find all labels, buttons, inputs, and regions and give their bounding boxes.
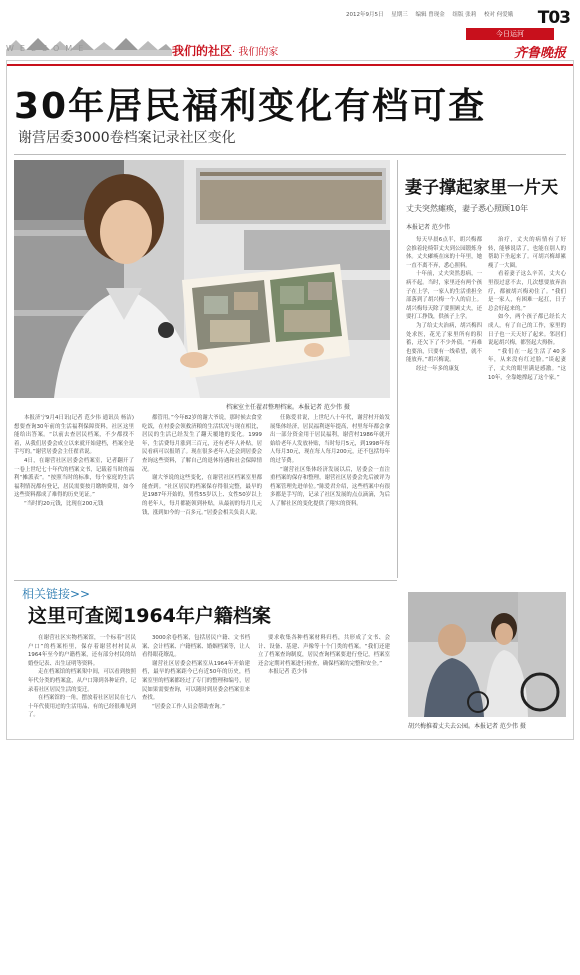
- vertical-divider: [397, 160, 398, 578]
- paragraph: 4日，在谢营社区居委会档案室，记者翻开了一卷上世纪七十年代的档案文书，记载着当时的福利“摊派表”。“按照当时的标准，每个家庭的生活福利情况都有登记，居民需要按月缴纳费用，如今这些资料都成了难得的历史见证。”: [14, 457, 134, 499]
- photo-caption: 档案室主任翟君整理档案。本报记者 范少伟 摄: [226, 404, 350, 411]
- welcome-banner: [6, 34, 172, 58]
- paragraph: “谢营社区集体经济发展以后，居委会一直注重档案的保存和整理，谢营社区居委会先后被评为档案管理先进单位。”陈爱君介绍，这些档案中有很多都是手写的，记录了社区发展的点点滴滴，为后人了解社区的变化提供了翔实的资料。: [270, 466, 390, 507]
- article-column-3: [270, 414, 390, 580]
- paragraph: 为了给丈夫治病，胡兴梅四处求医，花光了家里所有的积蓄，还欠下了不少外债。“再难也要治，只要有一线希望，就不能放弃。”胡兴梅说。: [406, 322, 482, 364]
- paragraph: 任陈爱君说，上世纪八十年代，谢营村开始发展集体经济，居民福利逐年提高，村里每年都会拿出一部分资金用于居民福利，谢营村1986年就开始给老年人发放补贴，当时每月5元，到1998年每人每月30元，现在每人每月200元，还不包括每年的过节费。: [270, 415, 390, 464]
- paragraph: “当时的20元钱，比现在200元钱: [24, 500, 104, 507]
- side-column-1: [406, 236, 482, 582]
- archive-photo-image: [14, 160, 390, 398]
- paragraph: 在档案馆的一角，摆放着社区居民在七八十年代使用过的生活用品，有的已经很难见到了。: [28, 695, 136, 719]
- issue-meta: [346, 10, 519, 18]
- archive-photo: [14, 160, 390, 398]
- related-link-label: 相关链接>>: [22, 587, 91, 601]
- side-story-subtitle: 丈夫突然瘫痪，妻子悉心照顾10年: [406, 204, 529, 213]
- section-title: [172, 40, 478, 58]
- paragraph: 如今，两个孩子都已经长大成人，有了自己的工作，家里的日子也一天天好了起来。邻居们说起胡兴梅，都竖起大拇指。: [488, 314, 566, 347]
- paragraph: 走在档案馆的档案架中间，可以看到按照年代分类的档案盒，从户口簿到各种证件，记录着社区居民生活的变迁。: [28, 669, 136, 693]
- paragraph: 在谢营社区实物档案馆，一个标着“居民户口”的档案柜里，保存着谢营村村民从1964年至今的户籍档案，还有部分村民的结婚登记表、出生证明等资料。: [28, 635, 136, 667]
- proofreader: 校对 何爱娥: [484, 12, 514, 18]
- page-number: T03: [537, 8, 570, 28]
- link-column-3: [258, 634, 390, 734]
- paragraph: 3000余卷档案，包括居民户籍、文书档案、会计档案、户籍档案、婚姻档案等，让人看得眼花缭乱。: [142, 635, 250, 659]
- main-headline: 30年居民福利变化有档可查: [14, 86, 487, 127]
- paragraph: 本报济宁9月4日讯(记者 范少伟 通讯员 杨洁) 想要查询30年前的生活福利保障资料，社区这里能给出答案。“以前去查居民档案，不少都找不着，从我们居委会成立以来就开始建档，档案全是手写的。”谢营居委会主任翟君说。: [14, 415, 134, 456]
- paragraph: 谢营社区居委会档案室从1964年开始建档，最早的档案距今已有近50年的历史，档案室里的档案都经过了专门的整理和编号，居民如果需要查询，可以随时到居委会档案室来查找。: [142, 660, 250, 702]
- divider: [14, 154, 566, 155]
- newspaper-logo: 齐鲁晚报: [513, 46, 566, 61]
- layout-editor: 组版 张莉: [452, 12, 477, 18]
- paragraph: 经过一年多的康复: [416, 365, 460, 372]
- section-name: 我们的社区: [172, 44, 233, 58]
- editor: 编辑 曾现金: [415, 12, 445, 18]
- link-column-1: [28, 634, 136, 734]
- photo2-caption: 胡兴梅推着丈夫去公园。本报记者 范少伟 摄: [408, 723, 526, 730]
- paragraph: 本报记者 范少伟: [268, 669, 308, 676]
- paragraph: 治疗，丈夫的病情有了好转，能够说话了，也能在别人的帮助下坐起来了。可胡兴梅却累瘦了一大圈。: [488, 237, 566, 269]
- weekday: 星期三: [391, 12, 408, 18]
- side-story-byline: 本报记者 范少伟: [406, 224, 450, 231]
- article-column-2: [142, 414, 262, 580]
- welcome-text: WELCOME: [6, 44, 90, 53]
- paragraph: 要求收集各种档案材料归档，共形成了文书、会计、设备、基建、声像等十个门类的档案。“我们还建立了档案查询制度，居民查询档案要进行登记，档案室还会定期对档案进行检查，确保档案的完整和安全。”: [258, 635, 390, 667]
- date: 2012年9月5日: [346, 12, 384, 18]
- side-story-title: 妻子撑起家里一片天: [405, 178, 558, 198]
- link-column-2: [142, 634, 250, 734]
- divider: [14, 580, 397, 581]
- paragraph: 都管用。”今年82岁的谢大爷说，那时候去食堂吃饭，在村委会领救济粮的生活状况与现在相比，居民的生活已经发生了翻天覆地的变化。1999年，生活费每月涨到三百元，还有老年人补贴，居民看病可以报销了。现在很多老年人还会到居委会查询这些资料，了解自己的退休待遇和社会保障情况。: [142, 415, 262, 473]
- paragraph: “居委会工作人员会帮助查询。”: [152, 703, 225, 710]
- paragraph: 谢大爷说的这些变化，在谢营社区档案室里都能查到。“社区居民的档案保存得很完整，最早的是1987年开始的，男性55岁以上、女性50岁以上的老年人，每月都能领到补贴，从最初的每月几元钱，涨到如今的一百多元。”居委会相关负责人说。: [142, 475, 262, 516]
- paragraph: “我们在一起生活了40多年，从来没有红过脸。”谈起妻子，丈夫的眼里满是感激。“这10年，全靠她撑起了这个家。”: [488, 348, 566, 381]
- paragraph: 看着妻子这么辛苦，丈夫心里很过意不去，几次想要放弃治疗，都被胡兴梅劝住了。“我们是一家人，有困难一起扛，日子总会好起来的。”: [488, 271, 566, 312]
- page-header: [6, 4, 574, 62]
- section-band: 今日运河: [466, 28, 554, 40]
- side-column-2: [488, 236, 566, 582]
- section-subname: · 我们的家: [232, 47, 279, 58]
- article-column-1: [14, 414, 134, 580]
- paragraph: 十年前，丈夫突然患病，一病不起。当时，家里还有两个孩子在上学，一家人的生活重担全部落到了胡兴梅一个人的肩上。胡兴梅每天除了要照顾丈夫，还要打工挣钱，供孩子上学。: [406, 271, 482, 321]
- related-link-title: 这里可查阅1964年户籍档案: [28, 605, 271, 627]
- wheelchair-photo-image: [408, 592, 566, 717]
- main-subheadline: 谢营居委3000卷档案记录社区变化: [18, 130, 236, 146]
- paragraph: 每天早晨6点半，胡兴梅都会推着轮椅带丈夫到公园锻炼身体。丈夫瘫痪在床的十年里，她一直不离不弃，悉心照料。: [406, 237, 482, 269]
- wheelchair-photo: [408, 592, 566, 717]
